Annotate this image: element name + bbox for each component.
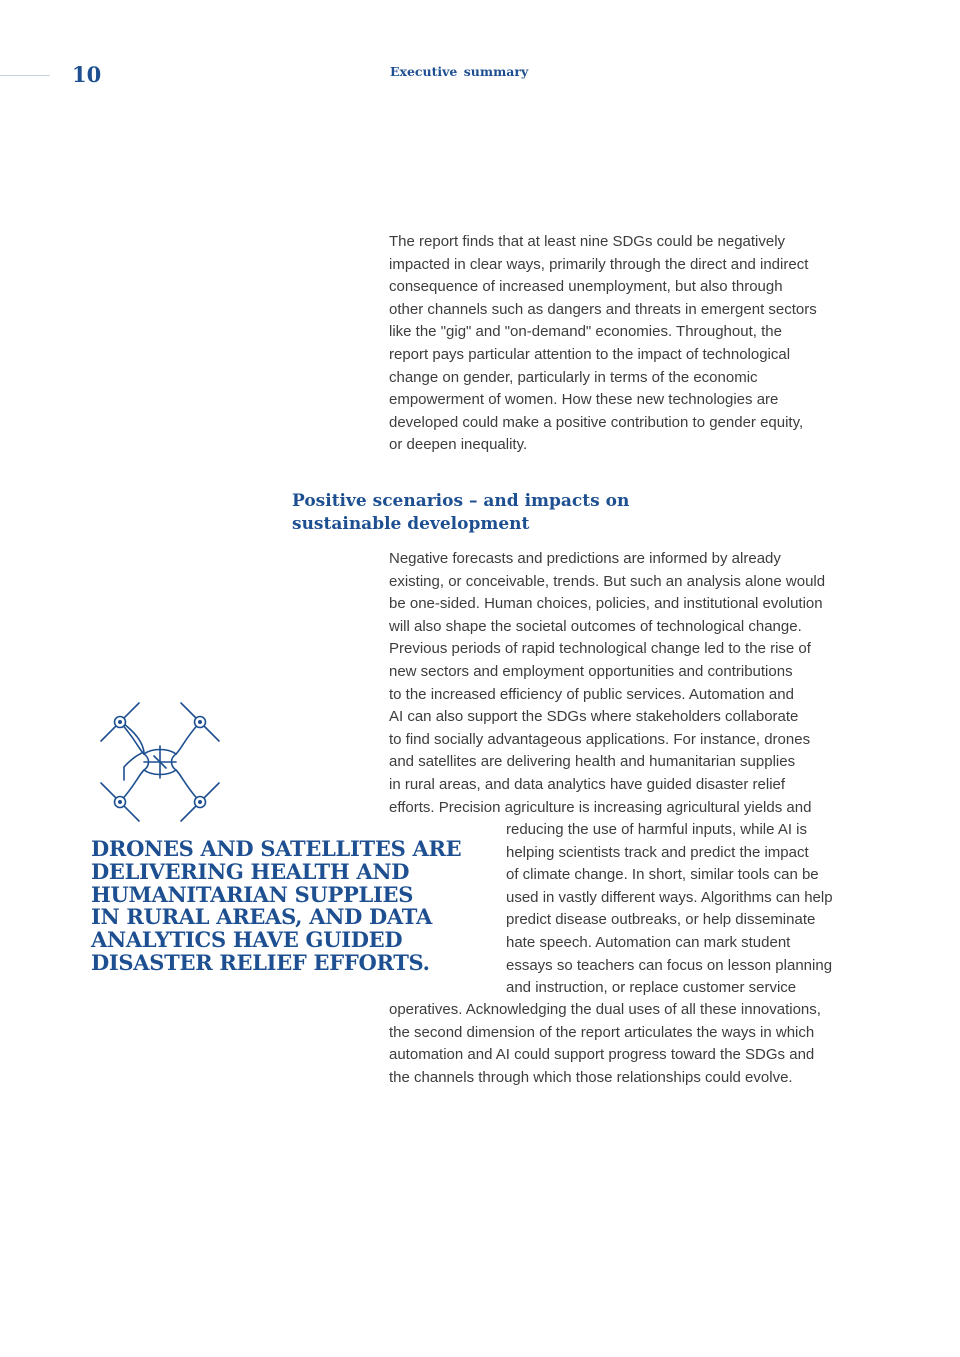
text-line: to find socially advantageous applications. For instance, drones: [389, 730, 811, 748]
text-line: the second dimension of the report articulates the ways in which: [389, 1023, 815, 1041]
paragraph-forecasts: [389, 548, 874, 819]
text-line: to the increased efficiency of public services. Automation and: [389, 685, 794, 703]
text-line: hate speech. Automation can mark student: [506, 933, 791, 951]
text-line: or deepen inequality.: [389, 436, 528, 454]
paragraph-unemployment: [389, 231, 874, 457]
text-line: be one-sided. Human choices, policies, and institutional evolution: [389, 595, 823, 613]
text-line: report pays particular attention to the impact of technological: [389, 345, 791, 363]
text-line: essays so teachers can focus on lesson planning: [506, 956, 833, 974]
paragraph-dual-use: [506, 819, 874, 1000]
text-line: helping scientists track and predict the impact: [506, 843, 809, 861]
text-line: and satellites are delivering health and humanitarian supplies: [389, 753, 796, 771]
text-line: in rural areas, and data analytics have guided disaster relief: [389, 775, 786, 793]
text-line: like the "gig" and "on-demand" economies. Throughout, the: [389, 323, 782, 341]
section-heading: [292, 490, 652, 535]
text-line: used in vastly different ways. Algorithms can help: [506, 888, 833, 906]
running-head: Executive summary: [390, 64, 529, 79]
page-number: 10: [72, 62, 102, 87]
text-line: impacted in clear ways, primarily through the direct and indirect: [389, 255, 809, 273]
drone-icon: [98, 700, 222, 824]
text-line: existing, or conceivable, trends. But such an analysis alone would: [389, 572, 826, 590]
text-line: change on gender, particularly in terms of the economic: [389, 368, 758, 386]
section-heading-line: sustainable development: [292, 513, 530, 534]
paragraph-conclusion: [389, 999, 874, 1089]
text-line: AI can also support the SDGs where stakeholders collaborate: [389, 708, 799, 726]
pull-quote-line: ANALYTICS HAVE GUIDED: [91, 927, 403, 953]
text-line: new sectors and employment opportunities and contributions: [389, 662, 793, 680]
text-line: reducing the use of harmful inputs, while AI is: [506, 821, 807, 838]
text-line: operatives. Acknowledging the dual uses of all these innovations,: [389, 1001, 821, 1018]
text-line: of climate change. In short, similar tools can be: [506, 866, 819, 884]
text-line: the channels through which those relationships could evolve.: [389, 1068, 793, 1086]
text-line: predict disease outbreaks, or help disseminate: [506, 911, 816, 929]
pull-quote-line: DRONES AND SATELLITES ARE: [91, 836, 462, 861]
section-heading-line: Positive scenarios – and impacts on: [292, 491, 630, 511]
header-rule: [0, 75, 50, 76]
text-line: automation and AI could support progress toward the SDGs and: [389, 1046, 815, 1064]
pull-quote-line: DISASTER RELIEF EFFORTS.: [91, 949, 430, 975]
pull-quote-line: DELIVERING HEALTH AND: [91, 858, 410, 884]
text-line: The report finds that at least nine SDGs could be negatively: [389, 233, 786, 250]
text-line: will also shape the societal outcomes of technological change.: [389, 617, 802, 635]
text-line: Previous periods of rapid technological change led to the rise of: [389, 640, 811, 658]
pull-quote: [91, 838, 471, 975]
text-line: Negative forecasts and predictions are informed by already: [389, 550, 781, 567]
text-line: and instruction, or replace customer service: [506, 979, 797, 997]
text-line: empowerment of women. How these new technologies are: [389, 391, 779, 409]
text-line: developed could make a positive contribution to gender equity,: [389, 413, 804, 431]
text-line: other channels such as dangers and threats in emergent sectors: [389, 300, 817, 318]
text-line: consequence of increased unemployment, but also through: [389, 278, 783, 296]
pull-quote-line: IN RURAL AREAS, AND DATA: [91, 904, 432, 930]
text-line: efforts. Precision agriculture is increasing agricultural yields and: [389, 798, 812, 816]
pull-quote-line: HUMANITARIAN SUPPLIES: [91, 881, 414, 907]
